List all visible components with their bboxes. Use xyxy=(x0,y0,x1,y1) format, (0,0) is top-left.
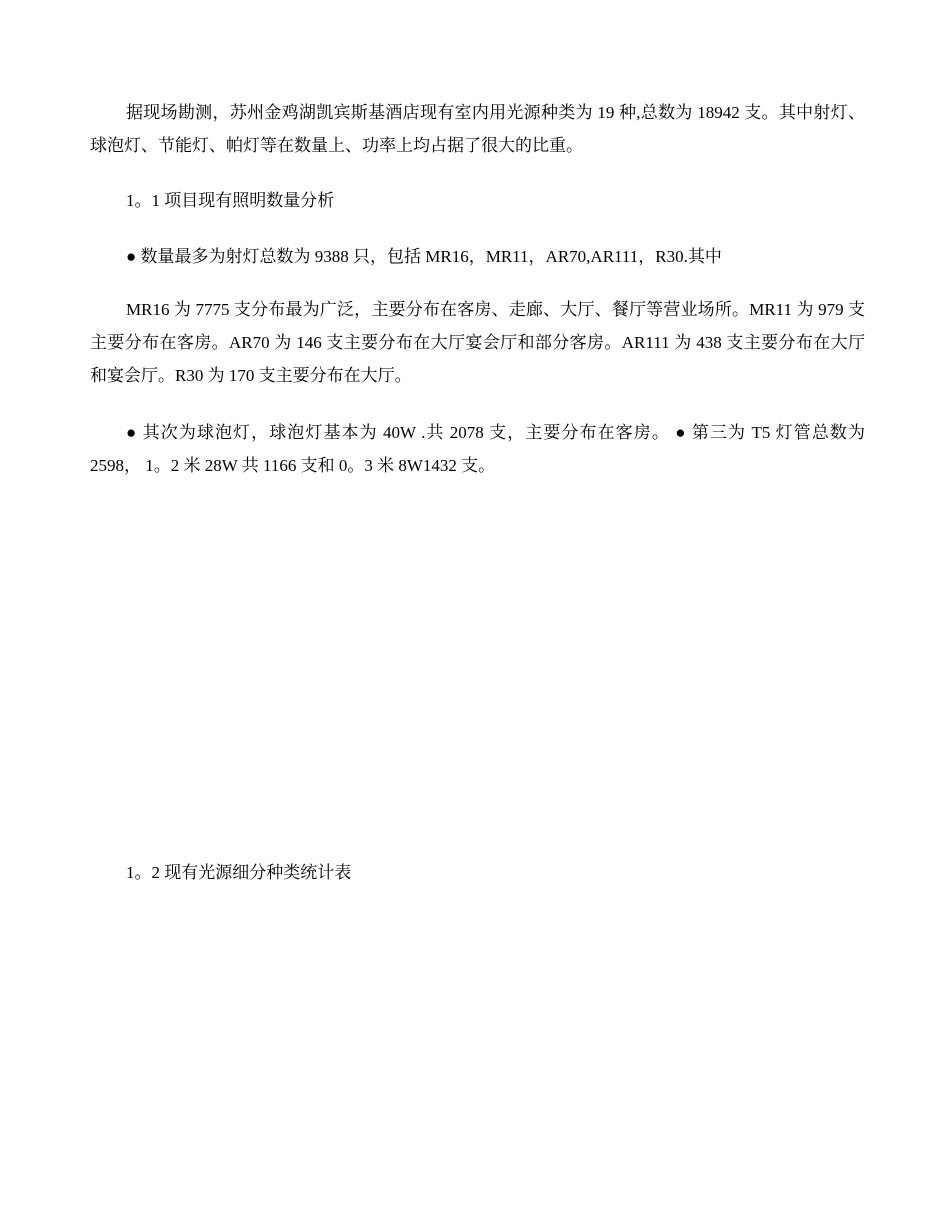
spotlight-detail-paragraph: MR16 为 7775 支分布最为广泛，主要分布在客房、走廊、大厅、餐厅等营业场所。MR11 为 979 支主要分布在客房。AR70 为 146 支主要分布在大厅宴会厅和部分客房。AR111 为 438 支主要分布在大厅和宴会厅。R30 为 170 支主要分布在大厅。 xyxy=(90,300,865,385)
section-heading-1-2: 1。2 现有光源细分种类统计表 xyxy=(126,863,352,882)
intro-paragraph: 据现场勘测，苏州金鸡湖凯宾斯基酒店现有室内用光源种类为 19 种,总数为 18942 支。其中射灯、球泡灯、节能灯、帕灯等在数量上、功率上均占据了很大的比重。 xyxy=(90,103,865,155)
spotlight-bullet-paragraph: ● 数量最多为射灯总数为 9388 只，包括 MR16，MR11，AR70,AR111，R30.其中 xyxy=(126,247,722,266)
bulb-tube-bullet-paragraph: ● 其次为球泡灯，球泡灯基本为 40W .共 2078 支，主要分布在客房。 ● 第三为 T5 灯管总数为 2598， 1。2 米 28W 共 1166 支和 0。3 米 8W1432 支。 xyxy=(90,423,865,475)
section-heading-1-1: 1。1 项目现有照明数量分析 xyxy=(126,191,335,210)
